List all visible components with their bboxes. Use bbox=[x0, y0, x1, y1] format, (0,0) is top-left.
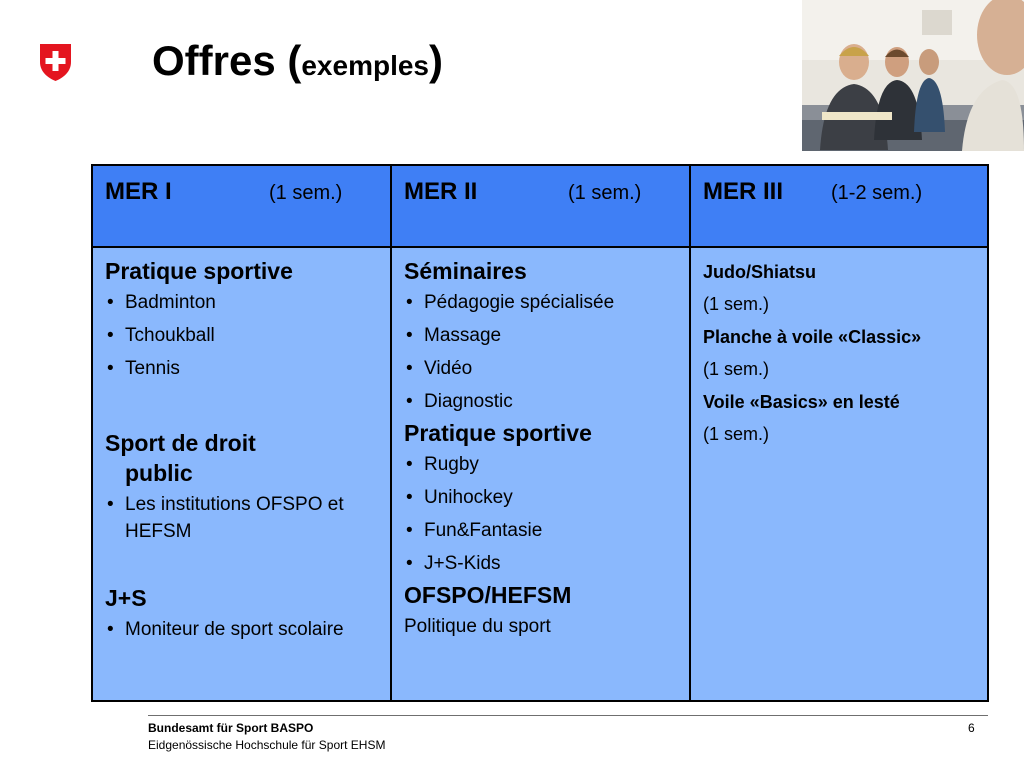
table-header-mer2 bbox=[392, 166, 691, 248]
list-item: • Tchoukball bbox=[105, 319, 378, 352]
bullet-list bbox=[105, 616, 378, 643]
section-heading: Pratique sportive bbox=[105, 258, 293, 284]
list-item: • Badminton bbox=[105, 286, 378, 319]
bullet-list bbox=[105, 491, 378, 545]
list-item: • Moniteur de sport scolaire bbox=[105, 616, 378, 643]
column-duration: (1 sem.) bbox=[269, 182, 343, 204]
bullet-list bbox=[105, 286, 378, 385]
list-item: • Fun&Fantasie bbox=[404, 514, 677, 547]
column-title: MER II bbox=[404, 178, 478, 205]
section-heading: Sport de droit bbox=[105, 430, 256, 456]
course-title: Planche à voile «Classic» bbox=[703, 327, 922, 347]
column-title: MER I bbox=[105, 178, 172, 205]
page-number: 6 bbox=[968, 721, 975, 735]
footer-divider bbox=[148, 715, 988, 716]
list-item: • Les institutions OFSPO et HEFSM bbox=[105, 491, 378, 545]
list-item: • Diagnostic bbox=[404, 385, 677, 418]
students-classroom-photo bbox=[802, 0, 1024, 151]
table-cell-mer1 bbox=[93, 248, 392, 700]
table-header-mer1 bbox=[93, 166, 392, 248]
list-item: • Pédagogie spécialisée bbox=[404, 286, 677, 319]
offers-table bbox=[91, 164, 989, 702]
section-heading: OFSPO/HEFSM bbox=[404, 582, 572, 608]
section-heading: public bbox=[125, 460, 193, 486]
column-duration: (1-2 sem.) bbox=[831, 182, 923, 204]
course-title: Judo/Shiatsu bbox=[703, 262, 817, 282]
course-duration: (1 sem.) bbox=[703, 424, 770, 444]
column-title: MER III bbox=[703, 178, 784, 205]
list-item: • Unihockey bbox=[404, 481, 677, 514]
bullet-list bbox=[404, 286, 677, 418]
swiss-cross-shield-icon bbox=[39, 42, 72, 82]
bullet-list bbox=[404, 448, 677, 580]
list-item: • J+S-Kids bbox=[404, 547, 677, 580]
list-item: • Vidéo bbox=[404, 352, 677, 385]
list-item: • Tennis bbox=[105, 352, 378, 385]
page-title: Offres (exemples) bbox=[152, 37, 443, 84]
table-cell-mer2 bbox=[392, 248, 691, 700]
list-item: • Massage bbox=[404, 319, 677, 352]
course-duration: (1 sem.) bbox=[703, 294, 770, 314]
footer-org-line1: Bundesamt für Sport BASPO bbox=[148, 721, 314, 735]
section-text: Politique du sport bbox=[404, 616, 551, 637]
footer-org-line2: Eidgenössische Hochschule für Sport EHSM bbox=[148, 738, 386, 752]
section-heading: J+S bbox=[105, 585, 147, 611]
section-heading: Pratique sportive bbox=[404, 420, 592, 446]
table-cell-mer3 bbox=[691, 248, 987, 700]
list-item: • Rugby bbox=[404, 448, 677, 481]
column-duration: (1 sem.) bbox=[568, 182, 642, 204]
course-duration: (1 sem.) bbox=[703, 359, 770, 379]
course-title: Voile «Basics» en lesté bbox=[703, 392, 900, 412]
section-heading: Séminaires bbox=[404, 258, 527, 284]
table-header-mer3 bbox=[691, 166, 987, 248]
